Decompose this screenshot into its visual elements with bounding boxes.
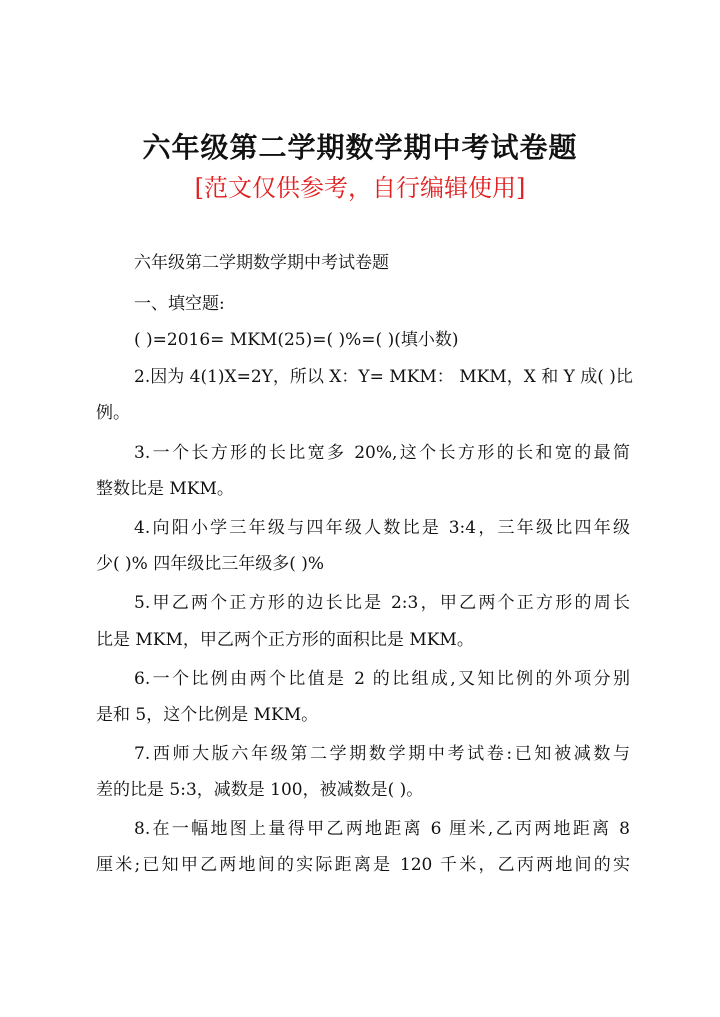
document-subtitle: [范文仅供参考，自行编辑使用] [194,174,526,202]
question-line: 比是 MKM，甲乙两个正方形的面积比是 MKM。 [96,630,474,650]
question-line: 8.在一幅地图上量得甲乙两地距离 6 厘米,乙丙两地距离 8 [134,819,630,839]
question-line: 6.一个比例由两个比值是 2 的比组成,又知比例的外项分别 [134,669,630,689]
question-line: 厘米;已知甲乙两地间的实际距离是 120 千米，乙丙两地间的实 [96,855,630,875]
question-line: 例。 [96,403,130,423]
question-line: 整数比是 MKM。 [96,479,234,499]
question-line: 7.西师大版六年级第二学期数学期中考试卷:已知被减数与 [134,744,630,764]
section-label: 一、填空题: [134,294,225,314]
question-line: 差的比是 5:3，减数是 100，被减数是( )。 [96,780,424,800]
question-line: 5.甲乙两个正方形的边长比是 2:3，甲乙两个正方形的周长 [134,593,630,613]
question-line: 少( )% 四年级比三年级多( )% [96,554,325,574]
section-heading: 六年级第二学期数学期中考试卷题 [134,253,389,273]
question-line: 3.一个长方形的长比宽多 20%,这个长方形的长和宽的最简 [134,443,630,463]
question-line: 2.因为 4(1)X=2Y，所以 X：Y= MKM： MKM，X 和 Y 成( )比 [134,367,633,387]
document-title: 六年级第二学期数学期中考试卷题 [142,131,578,164]
question-line: ( )=2016= MKM(25)=( )%=( )(填小数) [134,330,459,350]
question-line: 是和 5，这个比例是 MKM。 [96,705,319,725]
question-line: 4.向阳小学三年级与四年级人数比是 3:4，三年级比四年级 [134,518,630,538]
